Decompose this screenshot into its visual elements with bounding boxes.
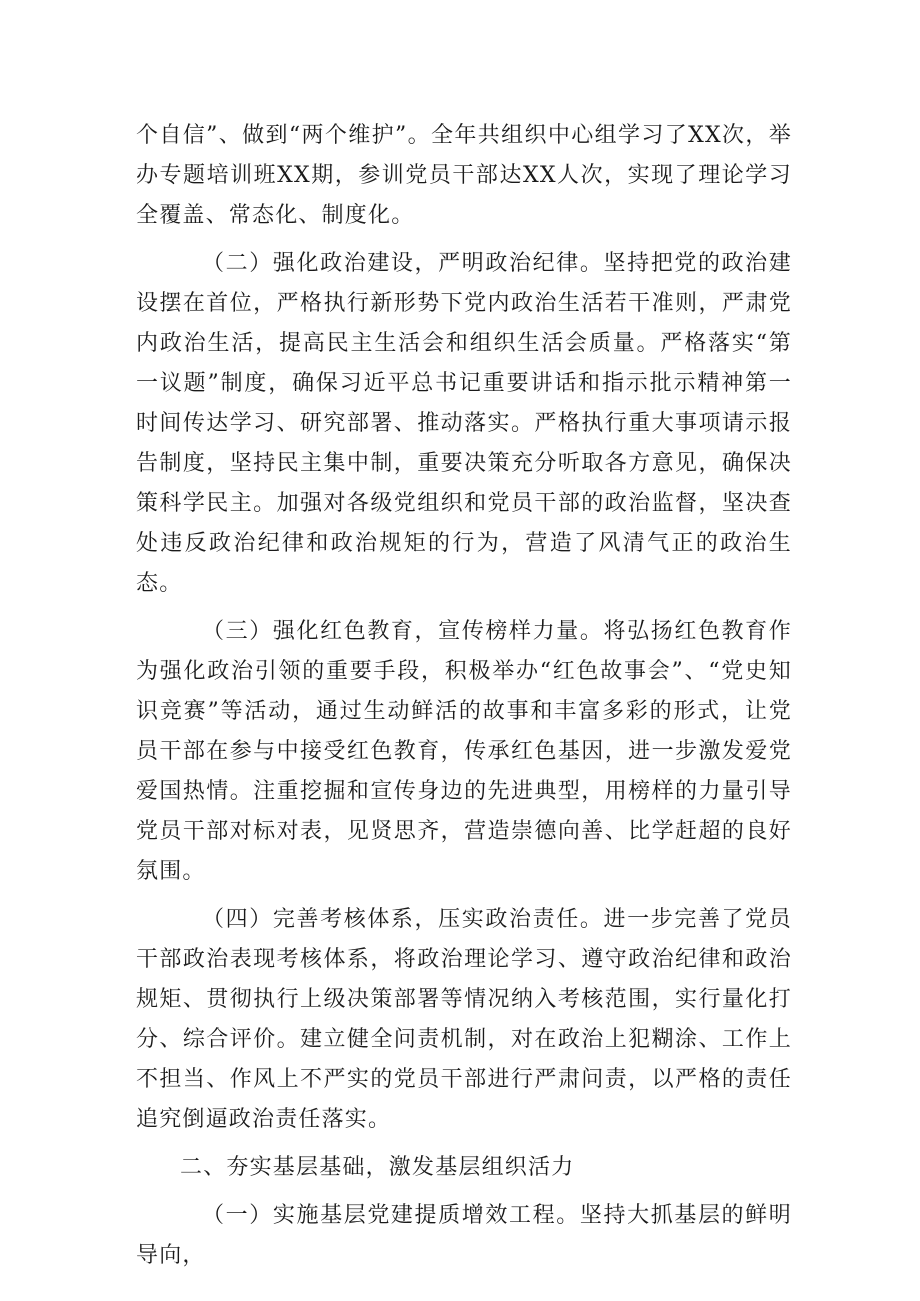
document-body bbox=[136, 116, 792, 1284]
paragraph-continuation: 个自信”、做到“两个维护”。全年共组织中心组学习了XX次，举办专题培训班XX期，参训党员干部达XX人次，实现了理论学习全覆盖、常态化、制度化。 bbox=[136, 123, 792, 228]
paragraph-red-education: （三）强化红色教育，宣传榜样力量。将弘扬红色教育作为强化政治引领的重要手段，积极举办“红色故事会”、“党史知识竞赛”等活动，通过生动鲜活的故事和丰富多彩的形式，让党员干部在参与中接受红色教育，传承红色基因，进一步激发爱党爱国热情。注重挖掘和宣传身边的先进典型，用榜样的力量引导党员干部对标对表，见贤思齐，营造崇德向善、比学赶超的良好氛围。 bbox=[136, 619, 792, 884]
section-heading: 二、夯实基层基础，激发基层组织活力 bbox=[180, 1155, 575, 1180]
paragraph-assessment-system: （四）完善考核体系，压实政治责任。进一步完善了党员干部政治表现考核体系，将政治理论学习、遵守政治纪律和政治规矩、贯彻执行上级决策部署等情况纳入考核范围，实行量化打分、综合评价。建立健全问责机制，对在政治上犯糊涂、工作上不担当、作风上不严实的党员干部进行严肃问责，以严格的责任追究倒逼政治责任落实。 bbox=[136, 907, 792, 1132]
paragraph-political-construction: （二）强化政治建设，严明政治纪律。坚持把党的政治建设摆在首位，严格执行新形势下党内政治生活若干准则，严肃党内政治生活，提高民主生活会和组织生活会质量。严格落实“第一议题”制度，确保习近平总书记重要讲话和指示批示精神第一时间传达学习、研究部署、推动落实。严格执行重大事项请示报告制度，坚持民主集中制，重要决策充分听取各方意见，确保决策科学民主。加强对各级党组织和党员干部的政治监督，坚决查处违反政治纪律和政治规矩的行为，营造了风清气正的政治生态。 bbox=[136, 251, 792, 596]
paragraph-grassroots-project: （一）实施基层党建提质增效工程。坚持大抓基层的鲜明导向， bbox=[136, 1203, 792, 1268]
